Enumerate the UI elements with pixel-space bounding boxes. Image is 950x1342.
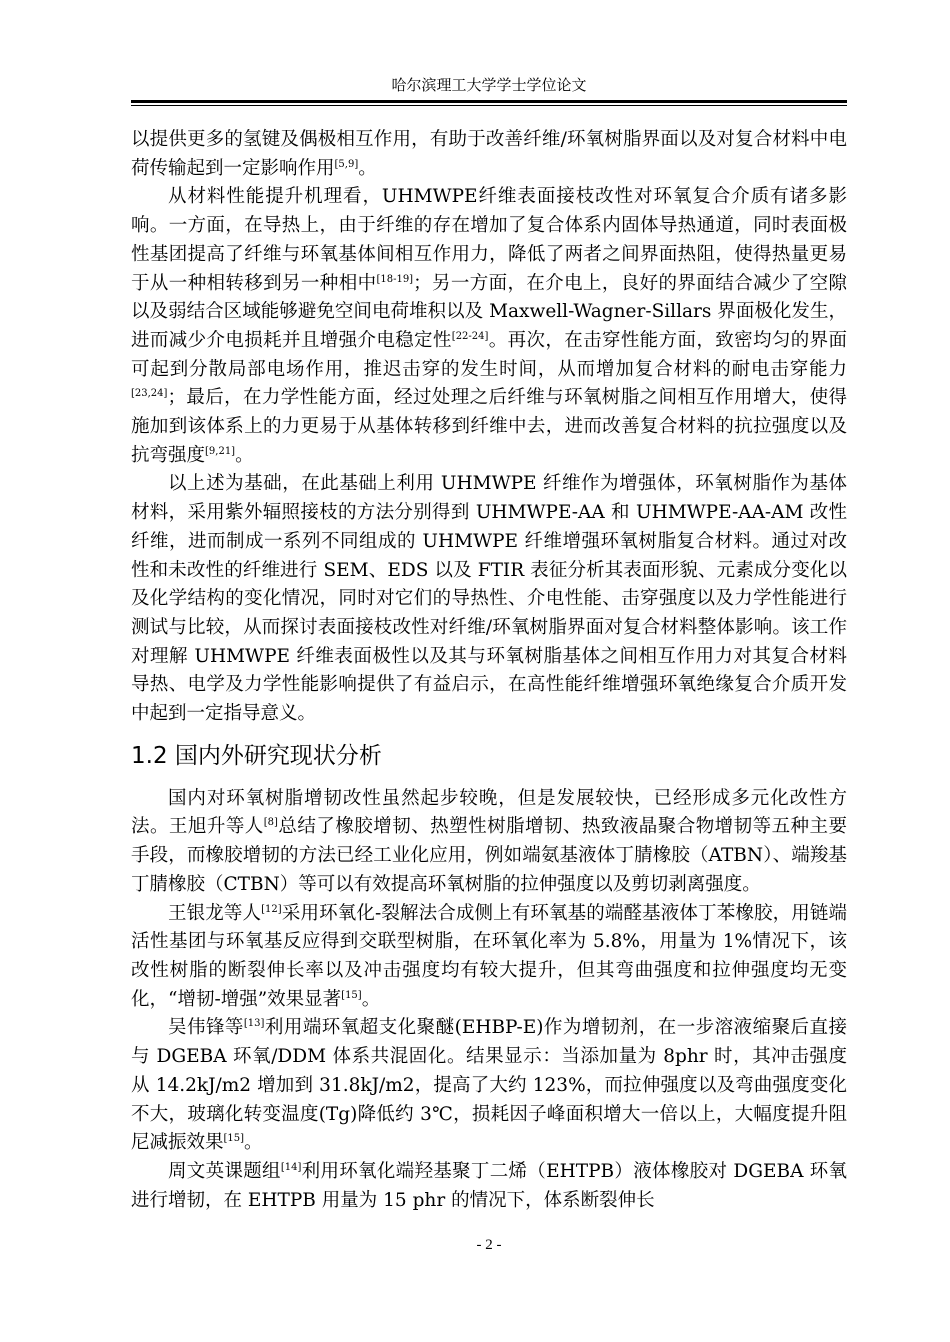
paragraph-text: 。 (235, 444, 254, 466)
paragraph-text: 。 (358, 157, 377, 179)
citation: [9,21] (205, 445, 236, 457)
paragraph-1 (131, 126, 847, 183)
page-body (131, 126, 847, 1215)
paragraph-text: 利用环氧化端羟基聚丁二烯（EHTPB）液体橡胶对 DGEBA 环氧进行增韧，在 EHTPB 用量为 15 phr 的情况下，体系断裂伸长 (131, 1160, 847, 1211)
citation: [22-24] (451, 330, 489, 342)
citation: [18-19] (376, 273, 414, 285)
citation: [23,24] (131, 388, 168, 400)
paragraph-text: 。 (361, 988, 381, 1010)
paragraph-6 (131, 1014, 847, 1158)
citation: [15] (341, 989, 362, 1001)
citation: [14] (280, 1161, 302, 1173)
paragraph-text: 以上述为基础，在此基础上利用 UHMWPE 纤维作为增强体，环氧树脂作为基体材料，采用紫外辐照接枝的方法分别得到 UHMWPE-AA 和 UHMWPE-AA-AM 改性纤维，进而制成一系列不同组成的 UHMWPE 纤维增强环氧树脂复合材料。通过对改性和未改性的纤维进行 SEM、EDS 以及 FTIR 表征分析其表面形貌、元素成分变化以及化学结构的变化情况，同时对它们的导热性、介电性能、击穿强度以及力学性能进行测试与比较，从而探讨表面接枝改性对纤维/环氧树脂界面对复合材料整体影响。该工作对理解 UHMWPE 纤维表面极性以及其与环氧树脂基体之间相互作用力对其复合材料导热、电学及力学性能影响提供了有益启示，在高性能纤维增强环氧绝缘复合介质开发中起到一定指导意义。 (131, 473, 847, 725)
citation: [15] (223, 1133, 245, 1145)
citation: [13] (243, 1018, 265, 1030)
paragraph-text: 以提供更多的氢键及偶极相互作用，有助于改善纤维/环氧树脂界面以及对复合材料中电荷传输起到一定影响作用 (131, 129, 847, 179)
paragraph-text: 从材料性能提升机理看，UHMWPE纤维表面接枝改性对环氧复合介质有诸多影响。一方面，在导热上，由于纤维的存在增加了复合体系内固体导热通道，同时表面极性基团提高了纤维与环氧基体间相互作用力，降低了两者之间界面热阻，使得热量更易于从一种相转移到另一种相中 (131, 186, 847, 294)
paragraph-2 (131, 183, 847, 470)
paragraph-text: 采用环氧化-裂解法合成侧上有环氧基的端醛基液体丁苯橡胶，用链端活性基团与环氧基反应得到交联型树脂，在环氧化率为 5.8%，用量为 1%情况下，该改性树脂的断裂伸长率以及冲击强度均有较大提升，但其弯曲强度和拉伸强度均无变化，“增韧-增强”效果显著 (131, 902, 847, 1010)
section-heading: 1.2 国内外研究现状分析 (131, 742, 382, 769)
paragraph-5 (131, 900, 847, 1015)
running-header: 哈尔滨理工大学学士学位论文 (391, 78, 587, 94)
paragraph-4 (131, 785, 847, 900)
paragraph-text: 总结了橡胶增韧、热塑性树脂增韧、热致液晶聚合物增韧等五种主要手段，而橡胶增韧的方法已经工业化应用，例如端氨基液体丁腈橡胶（ATBN）、端羧基丁腈橡胶（CTBN）等可以有效提高环氧树脂的拉伸强度以及剪切剥离强度。 (131, 816, 847, 895)
paragraph-text: 。 (244, 1132, 263, 1154)
paragraph-3 (131, 470, 847, 728)
paragraph-text: 。再次，在击穿性能方面，致密均匀的界面可起到分散局部电场作用，推迟击穿的发生时间，从而增加复合材料的耐电击穿能力 (131, 329, 847, 380)
page-number: - 2 - (476, 1237, 502, 1253)
paragraph-text: 国内对环氧树脂增韧改性虽然起步较晚，但是发展较快，已经形成多元化改性方法。王旭升等人 (131, 787, 847, 838)
paragraph-text: 吴伟锋等 (168, 1017, 244, 1039)
citation: [5,9] (334, 158, 359, 170)
paragraph-text: ；最后，在力学性能方面，经过处理之后纤维与环氧树脂之间相互作用增大，使得施加到该体系上的力更易于从基体转移到纤维中去，进而改善复合材料的抗拉强度以及抗弯强度 (131, 387, 847, 466)
paragraph-text: 利用端环氧超支化聚醚(EHBP-E)作为增韧剂，在一步溶液缩聚后直接与 DGEBA 环氧/DDM 体系共混固化。结果显示：当添加量为 8phr 时，其冲击强度从 14.2kJ/m2 增加到 31.8kJ/m2，提高了大约 123%，而拉伸强度以及弯曲强度变化不大，玻璃化转变温度(Tg)降低约 3℃，损耗因子峰面积增大一倍以上，大幅度提升阻尼减振效果 (131, 1017, 847, 1154)
header-rule-thick (131, 100, 847, 103)
paragraph-text: ；另一方面，在介电上，良好的界面结合减少了空隙以及弱结合区域能够避免空间电荷堆积以及 Maxwell-Wagner-Sillars 界面极化发生，进而减少介电损耗并且增强介电稳定性 (131, 272, 847, 351)
paragraph-text: 王银龙等人 (168, 902, 262, 924)
citation: [8] (263, 817, 278, 829)
paragraph-text: 周文英课题组 (168, 1160, 281, 1182)
paragraph-7 (131, 1158, 847, 1215)
citation: [12] (261, 903, 282, 915)
header-rule-thin (131, 105, 847, 106)
